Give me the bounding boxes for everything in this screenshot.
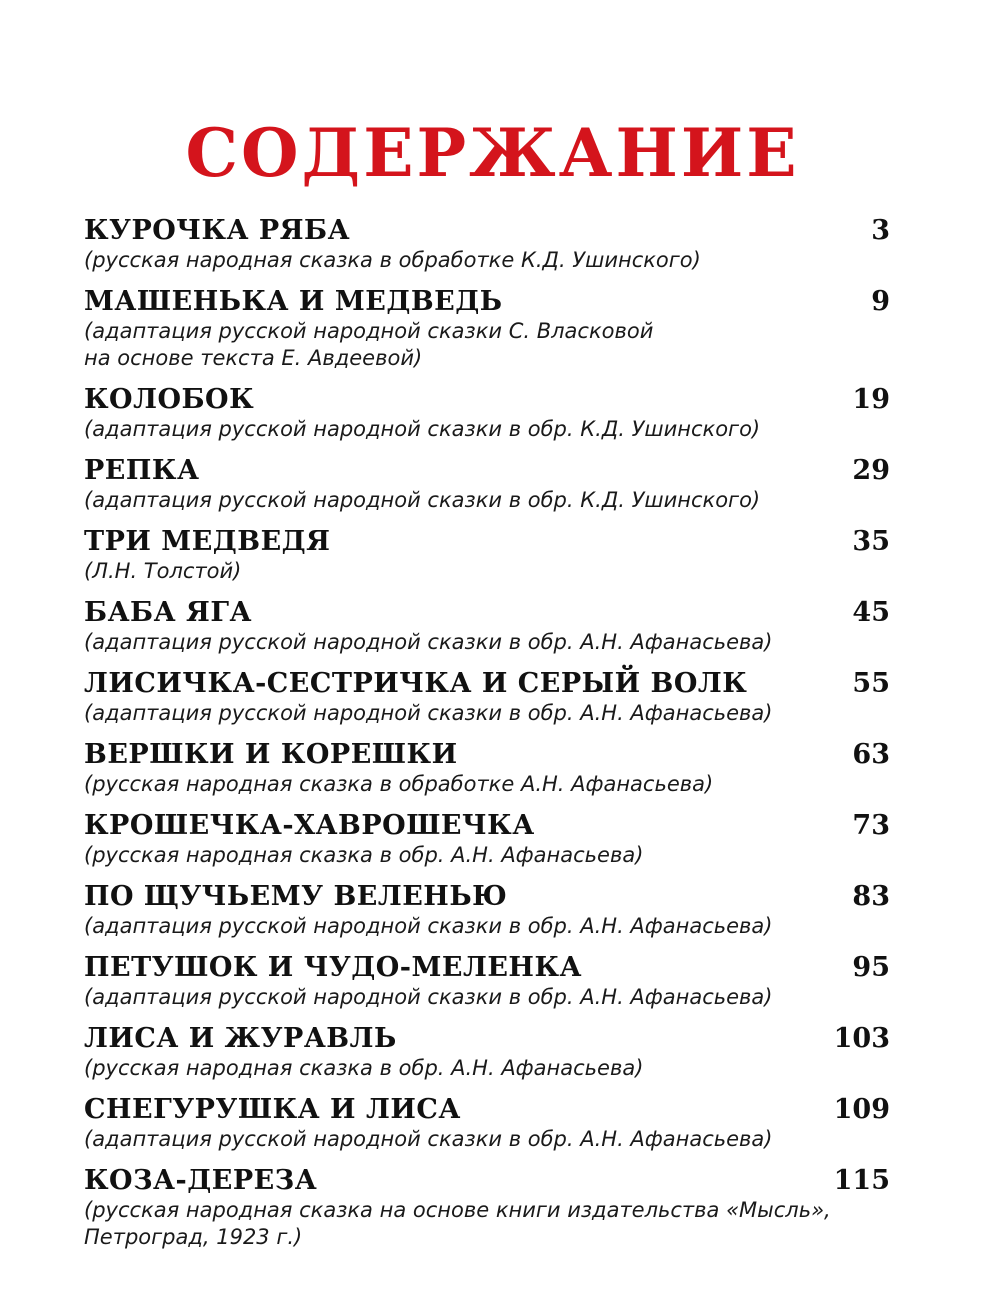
toc-entry-note: (адаптация русской народной сказки в обр. К.Д. Ушинского) <box>84 417 761 441</box>
toc-entry-head <box>84 737 890 773</box>
table-of-contents <box>84 213 890 1261</box>
toc-entry-note: (адаптация русской народной сказки в обр. А.Н. Афанасьева) <box>84 1127 773 1151</box>
toc-entry[interactable] <box>84 382 890 443</box>
toc-entry[interactable] <box>84 666 890 727</box>
toc-entry-page-number: 63 <box>852 739 890 770</box>
toc-entry[interactable] <box>84 737 890 798</box>
toc-entry-head <box>84 1092 890 1128</box>
toc-entry[interactable] <box>84 808 890 869</box>
toc-entry-title: БАБА ЯГА <box>84 597 252 628</box>
toc-entry-page-number: 73 <box>852 810 890 841</box>
toc-entry-title: ЛИСА И ЖУРАВЛЬ <box>84 1023 397 1054</box>
toc-entry-page-number: 103 <box>833 1023 890 1054</box>
toc-entry-head <box>84 1021 890 1057</box>
toc-entry-page-number: 109 <box>833 1094 890 1125</box>
toc-entry[interactable] <box>84 453 890 514</box>
toc-entry-title: МАШЕНЬКА И МЕДВЕДЬ <box>84 286 503 317</box>
page-title: СОДЕРЖАНИЕ <box>185 114 800 192</box>
toc-entry-note: (адаптация русской народной сказки в обр. А.Н. Афанасьева) <box>84 701 773 725</box>
toc-entry[interactable] <box>84 524 890 585</box>
toc-entry-title: ВЕРШКИ И КОРЕШКИ <box>84 739 458 770</box>
toc-entry-head <box>84 382 890 418</box>
toc-entry-head <box>84 879 890 915</box>
toc-entry-note: (русская народная сказка в обр. А.Н. Афанасьева) <box>84 843 644 867</box>
toc-entry[interactable] <box>84 213 890 274</box>
toc-entry-page-number: 3 <box>871 215 890 246</box>
toc-entry[interactable] <box>84 595 890 656</box>
toc-entry-page-number: 95 <box>852 952 890 983</box>
toc-entry-note: (русская народная сказка в обработке А.Н. Афанасьева) <box>84 772 714 796</box>
toc-entry-title: РЕПКА <box>84 455 200 486</box>
toc-entry-title: ТРИ МЕДВЕДЯ <box>84 526 331 557</box>
toc-entry-note: (адаптация русской народной сказки в обр. К.Д. Ушинского) <box>84 488 761 512</box>
toc-entry[interactable] <box>84 1163 890 1251</box>
toc-entry-note: (адаптация русской народной сказки С. Власковой на основе текста Е. Авдеевой) <box>84 319 654 370</box>
toc-entry-page-number: 115 <box>833 1165 890 1196</box>
toc-entry-head <box>84 213 890 249</box>
toc-entry[interactable] <box>84 1021 890 1082</box>
toc-entry-head <box>84 950 890 986</box>
toc-entry[interactable] <box>84 284 890 372</box>
toc-entry-note: (адаптация русской народной сказки в обр. А.Н. Афанасьева) <box>84 630 773 654</box>
toc-entry-head <box>84 1163 890 1199</box>
toc-entry-page-number: 35 <box>852 526 890 557</box>
toc-entry-title: ПЕТУШОК И ЧУДО-МЕЛЕНКА <box>84 952 582 983</box>
toc-entry-title: КОЗА-ДЕРЕЗА <box>84 1165 318 1196</box>
toc-entry-page-number: 45 <box>852 597 890 628</box>
toc-entry-note: (русская народная сказка в обр. А.Н. Афанасьева) <box>84 1056 644 1080</box>
toc-entry-page-number: 83 <box>852 881 890 912</box>
toc-entry-head <box>84 453 890 489</box>
toc-entry-head <box>84 666 890 702</box>
toc-entry[interactable] <box>84 1092 890 1153</box>
toc-entry-head <box>84 284 890 320</box>
toc-entry-head <box>84 808 890 844</box>
toc-entry-title: ЛИСИЧКА-СЕСТРИЧКА И СЕРЫЙ ВОЛК <box>84 668 748 699</box>
toc-entry-title: КОЛОБОК <box>84 384 255 415</box>
toc-entry-note: (адаптация русской народной сказки в обр. А.Н. Афанасьева) <box>84 985 773 1009</box>
toc-entry-head <box>84 524 890 560</box>
toc-entry-title: СНЕГУРУШКА И ЛИСА <box>84 1094 461 1125</box>
toc-entry-page-number: 19 <box>852 384 890 415</box>
toc-entry-head <box>84 595 890 631</box>
toc-entry[interactable] <box>84 950 890 1011</box>
toc-entry-title: КРОШЕЧКА-ХАВРОШЕЧКА <box>84 810 535 841</box>
toc-entry-note: (адаптация русской народной сказки в обр. А.Н. Афанасьева) <box>84 914 773 938</box>
toc-entry-title: КУРОЧКА РЯБА <box>84 215 351 246</box>
toc-entry[interactable] <box>84 879 890 940</box>
toc-entry-note: (русская народная сказка в обработке К.Д. Ушинского) <box>84 248 701 272</box>
toc-entry-title: ПО ЩУЧЬЕМУ ВЕЛЕНЬЮ <box>84 881 508 912</box>
toc-entry-page-number: 29 <box>852 455 890 486</box>
toc-entry-note: (русская народная сказка на основе книги издательства «Мысль», Петроград, 1923 г.) <box>84 1198 831 1249</box>
toc-entry-page-number: 55 <box>852 668 890 699</box>
toc-entry-note: (Л.Н. Толстой) <box>84 559 242 583</box>
toc-entry-page-number: 9 <box>871 286 890 317</box>
